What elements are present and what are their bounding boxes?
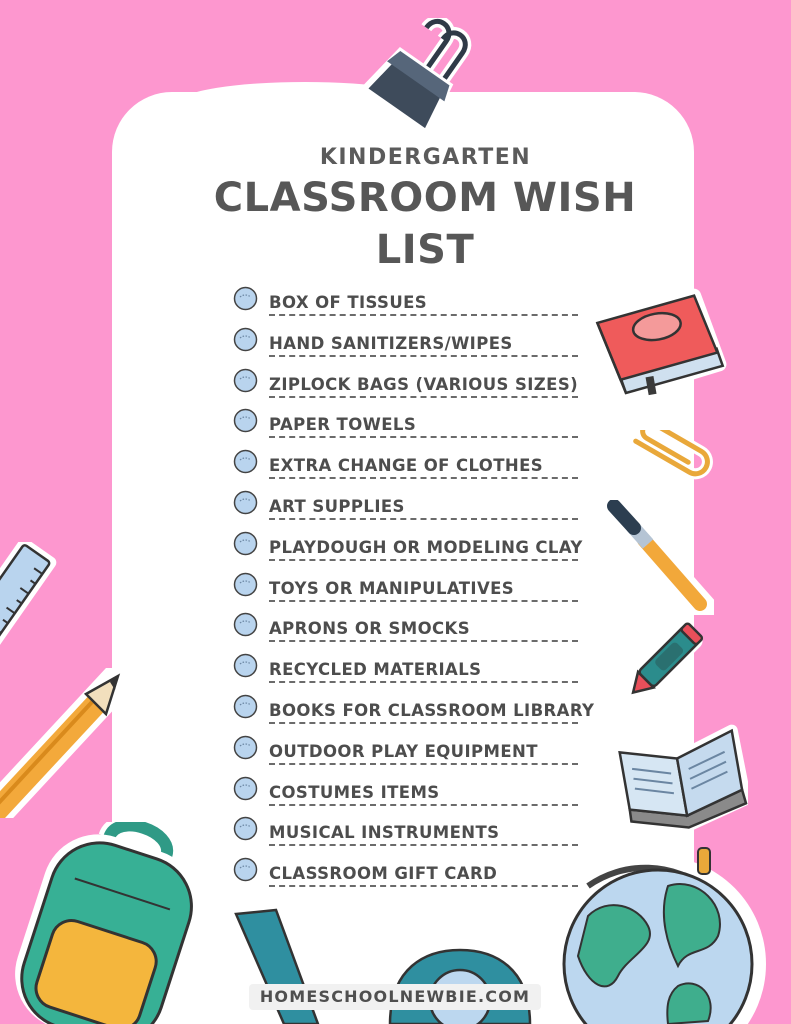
write-line — [269, 436, 578, 438]
open-book-icon — [616, 722, 748, 837]
subtitle: KINDERGARTEN — [319, 145, 532, 170]
write-line — [269, 396, 578, 398]
write-line — [269, 518, 578, 520]
bullet-circle-icon — [233, 327, 258, 352]
list-item — [233, 368, 613, 409]
write-line — [269, 314, 578, 316]
bullet-circle-icon — [233, 735, 258, 760]
bullet-circle-icon — [233, 694, 258, 719]
write-line — [269, 722, 578, 724]
bullet-circle-icon — [233, 572, 258, 597]
write-line — [269, 600, 578, 602]
write-line — [269, 885, 578, 887]
list-item — [233, 653, 613, 694]
list-item-label: RECYCLED MATERIALS — [269, 660, 482, 680]
list-item-label: BOX OF TISSUES — [269, 293, 428, 312]
page-title: CLASSROOM WISH LIST — [213, 175, 637, 273]
list-item-label: COSTUMES ITEMS — [269, 782, 440, 802]
website-footer: HOMESCHOOLNEWBIE.COM — [249, 984, 541, 1010]
list-item — [233, 286, 613, 327]
write-line — [269, 763, 578, 765]
binder-clip-icon — [358, 18, 478, 136]
book-icon — [590, 282, 735, 407]
list-item — [233, 327, 613, 368]
globe-icon — [548, 846, 768, 1024]
write-line — [269, 477, 578, 479]
list-item-label: EXTRA CHANGE OF CLOTHES — [269, 456, 544, 476]
bullet-circle-icon — [233, 449, 258, 474]
ruler-icon — [0, 542, 80, 662]
bullet-circle-icon — [233, 408, 258, 433]
crayon-icon — [612, 608, 722, 713]
list-item-label: ZIPLOCK BAGS (VARIOUS SIZES) — [269, 374, 579, 394]
bullet-circle-icon — [233, 368, 258, 393]
list-item — [233, 612, 613, 653]
list-item — [233, 490, 613, 531]
list-item-label: OUTDOOR PLAY EQUIPMENT — [269, 741, 538, 761]
write-line — [269, 559, 578, 561]
list-item — [233, 694, 613, 735]
paintbrush-icon — [604, 500, 714, 615]
write-line — [269, 640, 578, 642]
list-item-label: MUSICAL INSTRUMENTS — [269, 823, 500, 843]
list-item-label: CLASSROOM GIFT CARD — [269, 864, 498, 884]
bullet-circle-icon — [233, 653, 258, 678]
bullet-circle-icon — [233, 286, 258, 311]
bullet-circle-icon — [233, 612, 258, 637]
list-item — [233, 449, 613, 490]
list-item-label: BOOKS FOR CLASSROOM LIBRARY — [269, 700, 595, 720]
list-item — [233, 531, 613, 572]
bullet-circle-icon — [233, 816, 258, 841]
write-line — [269, 355, 578, 357]
list-item-label: PLAYDOUGH OR MODELING CLAY — [269, 537, 583, 557]
bullet-circle-icon — [233, 490, 258, 515]
backpack-icon — [0, 822, 220, 1024]
paperclip-icon — [620, 430, 715, 500]
write-line — [269, 681, 578, 683]
list-item — [233, 776, 613, 817]
write-line — [269, 804, 578, 806]
list-item-label: PAPER TOWELS — [269, 415, 417, 435]
list-item-label: TOYS OR MANIPULATIVES — [269, 578, 515, 598]
bullet-circle-icon — [233, 776, 258, 801]
wish-list — [233, 286, 613, 898]
list-item — [233, 408, 613, 449]
bullet-circle-icon — [233, 857, 258, 882]
list-item-label: APRONS OR SMOCKS — [269, 619, 471, 639]
bullet-circle-icon — [233, 531, 258, 556]
list-item — [233, 735, 613, 776]
pencil-icon — [0, 668, 128, 818]
list-item — [233, 572, 613, 613]
list-item-label: HAND SANITIZERS/WIPES — [269, 333, 513, 353]
write-line — [269, 844, 578, 846]
list-item-label: ART SUPPLIES — [269, 496, 405, 516]
